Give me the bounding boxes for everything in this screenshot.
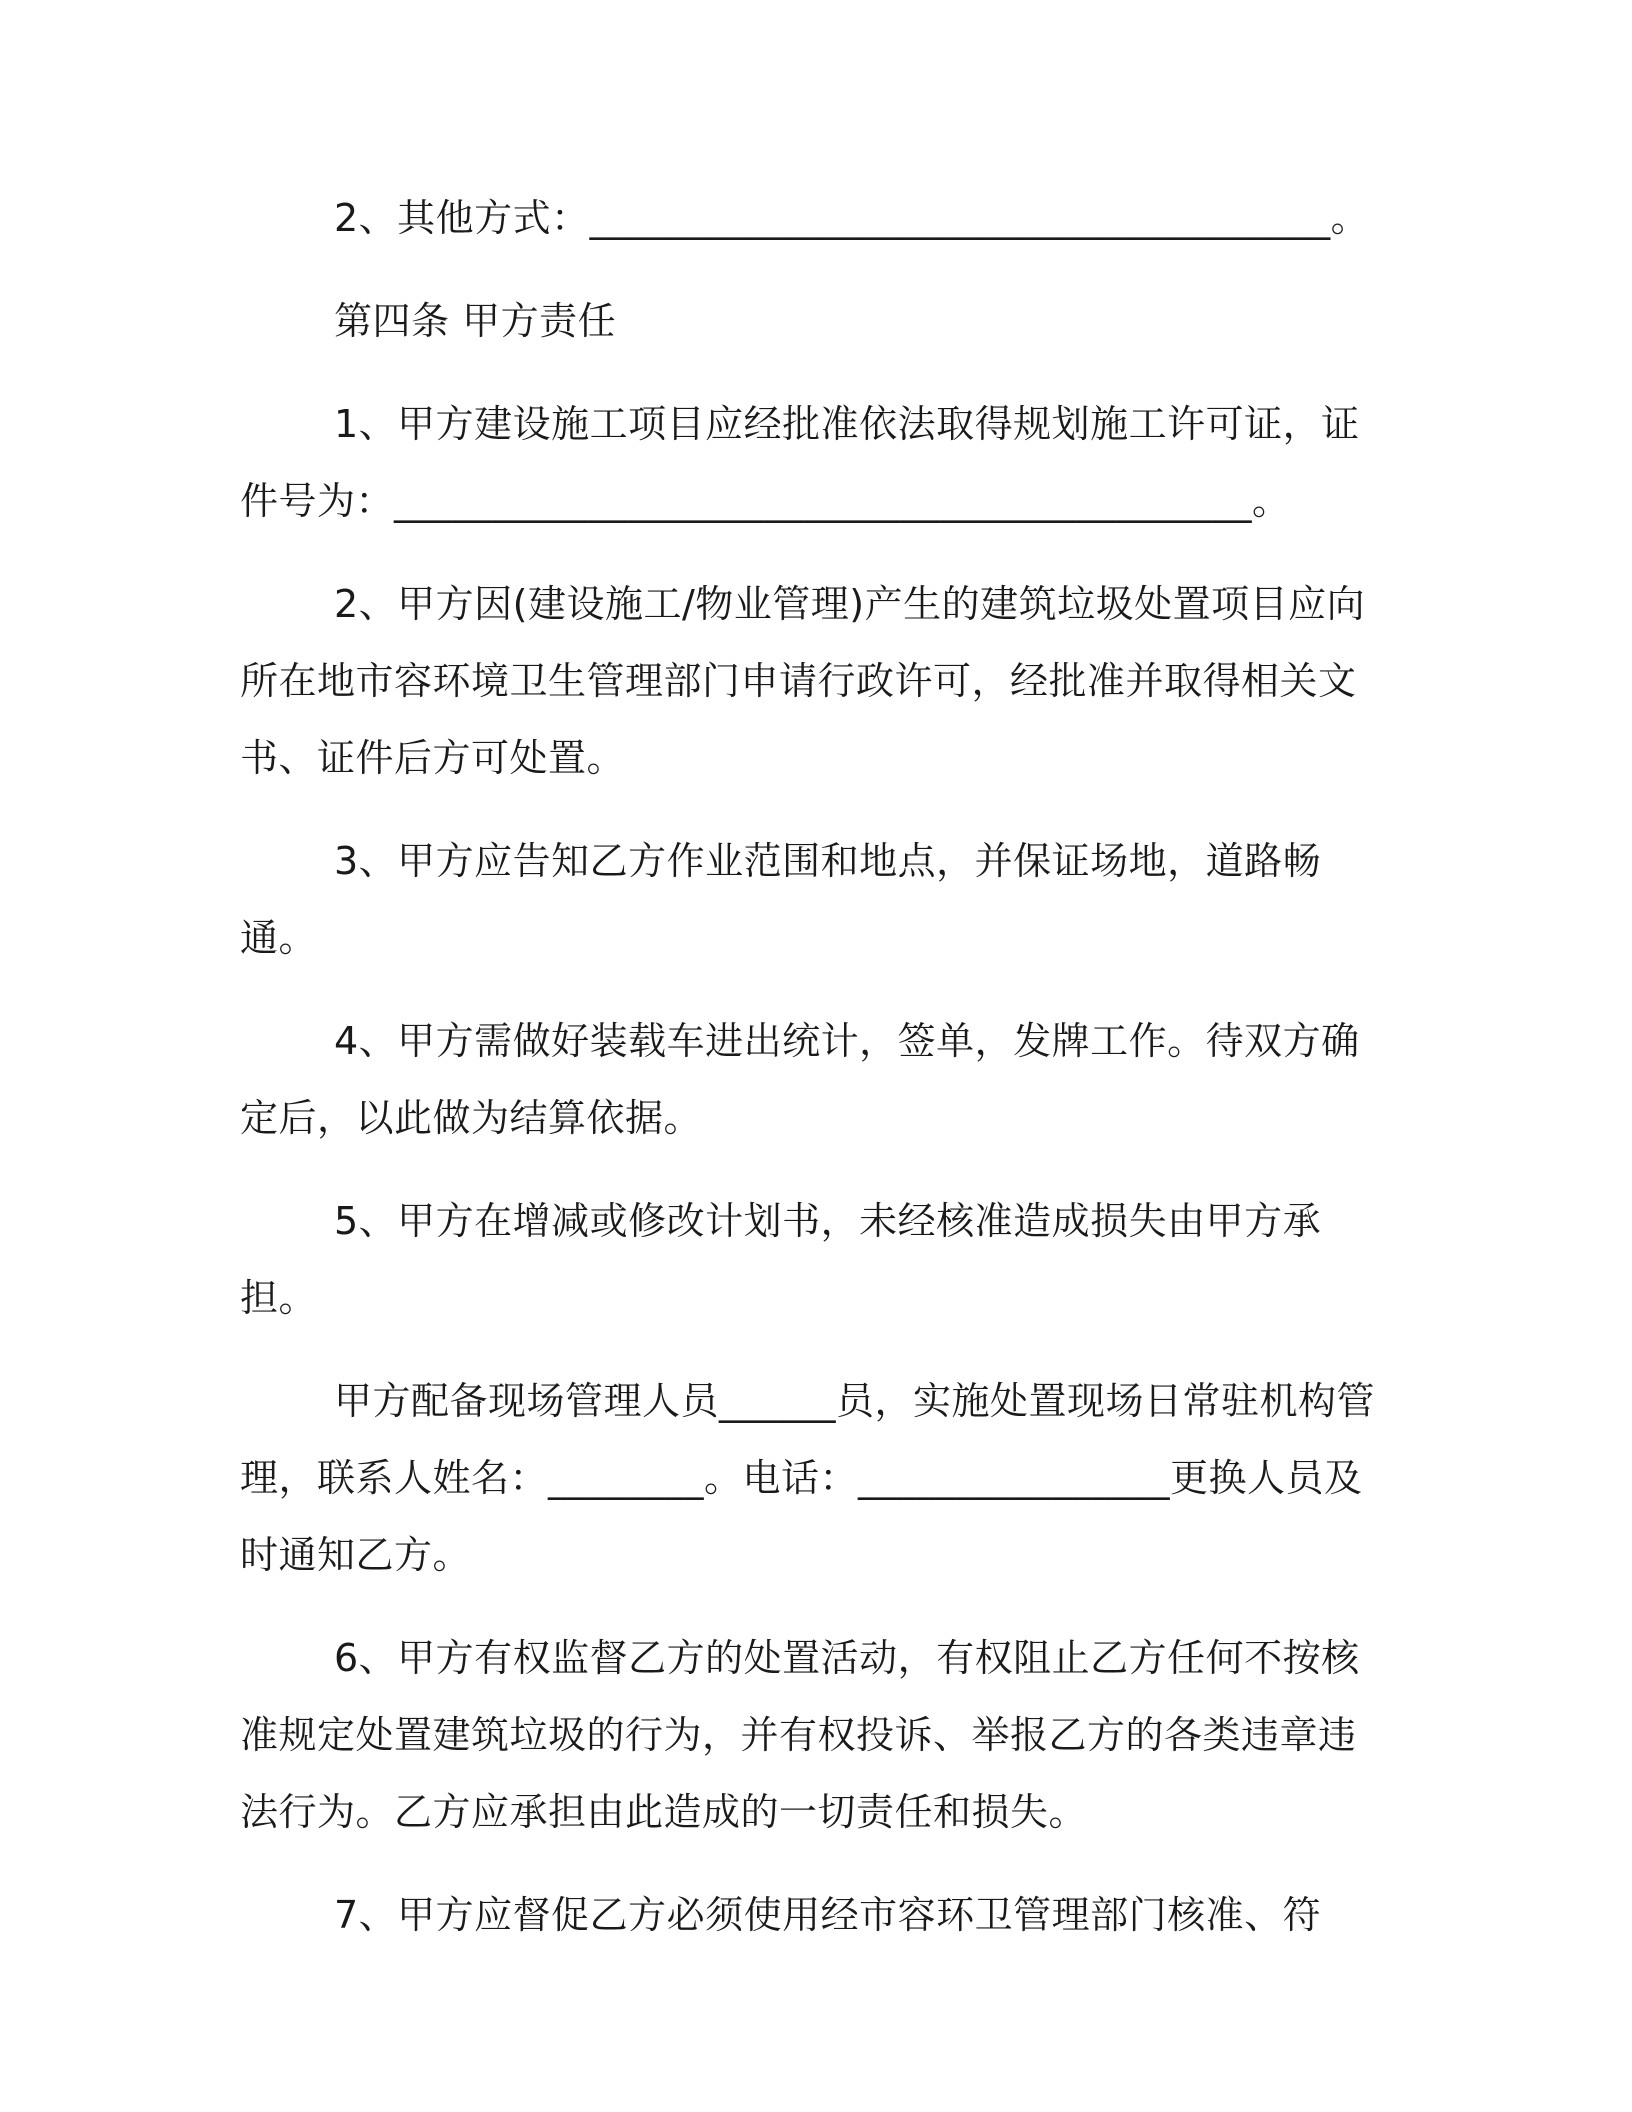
paragraph-item-7: 7、甲方应督促乙方必须使用经市容环卫管理部门核准、符	[334, 1893, 1322, 1937]
paragraph-item-2: 2、甲方因(建设施工/物业管理)产生的建筑垃圾处置项目应向所在地市容环境卫生管理部门申请行政许可，经批准并取得相关文书、证件后方可处置。	[240, 582, 1366, 780]
paragraph-item-4: 4、甲方需做好装载车进出统计，签单，发牌工作。待双方确定后，以此做为结算依据。	[240, 1019, 1360, 1140]
paragraph-item-5: 5、甲方在增减或修改计划书，未经核准造成损失由甲方承担。	[240, 1199, 1322, 1320]
paragraph-item-6: 6、甲方有权监督乙方的处置活动，有权阻止乙方任何不按核准规定处置建筑垃圾的行为，并有权投诉、举报乙方的各类违章违法行为。乙方应承担由此造成的一切责任和损失。	[240, 1636, 1360, 1834]
paragraph-staffing: 甲方配备现场管理人员______员，实施处置现场日常驻机构管理，联系人姓名：________。电话：________________更换人员及时通知乙方。	[240, 1379, 1376, 1577]
paragraph-item-3: 3、甲方应告知乙方作业范围和地点，并保证场地，道路畅通。	[240, 839, 1322, 960]
document-page	[240, 180, 1380, 1980]
paragraph-other-methods: 2、其他方式：______________________________________。	[334, 196, 1370, 240]
section-heading-article-4: 第四条 甲方责任	[334, 299, 617, 343]
paragraph-item-1: 1、甲方建设施工项目应经批准依法取得规划施工许可证，证件号为：____________________________________________。	[240, 402, 1360, 523]
